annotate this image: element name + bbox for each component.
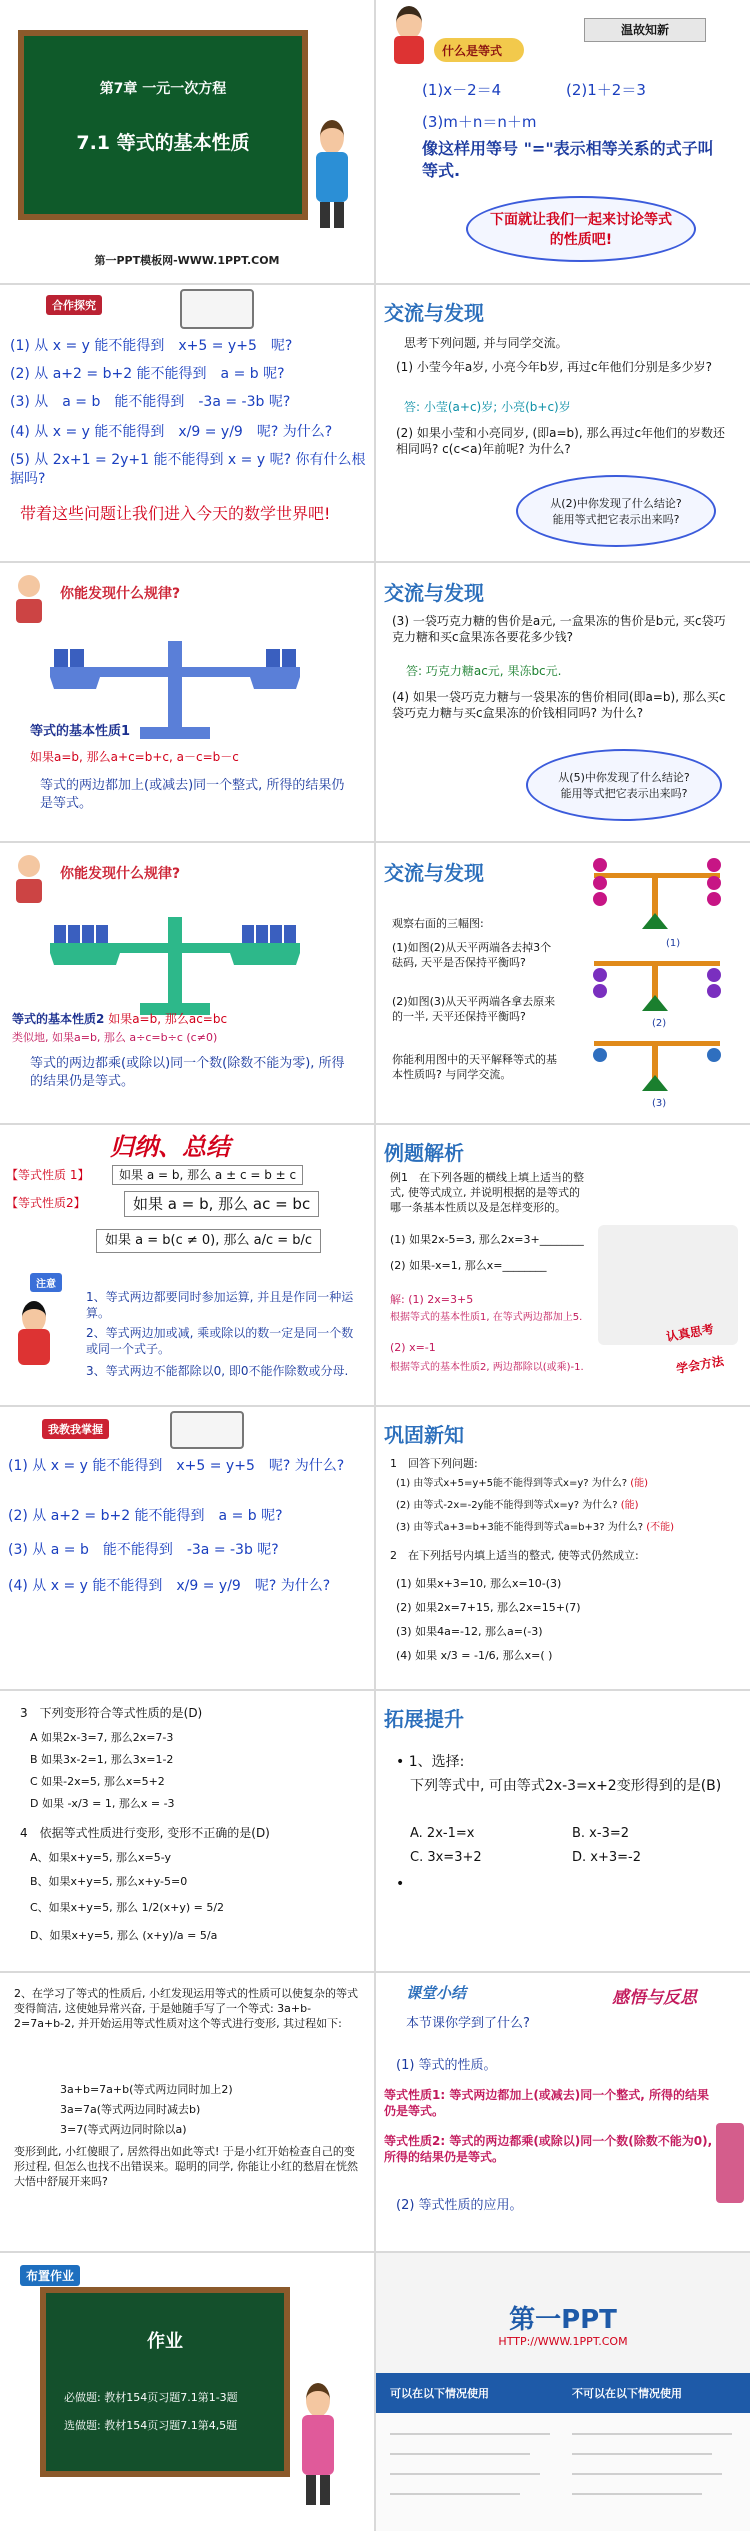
pen-icon xyxy=(716,2123,744,2203)
word-problem-tail: 变形到此, 小红傻眼了, 居然得出如此等式! 于是小红开始检查自己的变形过程, 但怎么也找不出错误来。聪明的同学, 你能让小红的愁眉在恍然大悟中舒展开来吗? xyxy=(14,2145,358,2188)
mc-q3: 3 下列变形符合等式性质的是(D) xyxy=(20,1706,203,1720)
check-q1: (1) 由等式x+5=y+5能不能得到等式x=y? 为什么? (能) xyxy=(396,1478,649,1489)
think-prompt: 思考下列问题, 并与同学交流。 xyxy=(404,336,568,350)
homework-optional: 选做题: 教材154页习题7.1第4,5题 xyxy=(64,2419,238,2432)
practice-q4: (4) 从 x = y 能不能得到 x/9 = y/9 呢? 为什么? xyxy=(8,1578,331,1594)
thinker-icon xyxy=(14,575,44,623)
practice-tag: 我教我掌握 xyxy=(42,1419,109,1439)
answer-1: 答: 小莹(a+c)岁; 小亮(b+c)岁 xyxy=(404,400,571,414)
property-1-formula: 如果a=b, 那么a+c=b+c, a－c=b－c xyxy=(30,750,239,764)
check-q2: (2) 由等式-2x=-2y能不能得到等式x=y? 为什么? (能) xyxy=(396,1500,639,1511)
chalkboard xyxy=(18,30,308,220)
equation-2: (2)1＋2＝3 xyxy=(566,81,646,99)
problem-4: (4) 如果一袋巧克力糖与一袋果冻的售价相同(即a=b), 那么买c袋巧克力糖与买c盒果冻的价钱相同吗? 为什么? xyxy=(392,690,726,721)
teacher-figure-icon xyxy=(296,2383,340,2513)
answer-3: 答: 巧克力糖ac元, 果冻bc元. xyxy=(406,664,562,678)
choice-question: 下列等式中, 可由等式2x-3=x+2变形得到的是(B) xyxy=(410,1778,722,1794)
fill-4: (4) 如果 x/3 = -1/6, 那么x=( ) xyxy=(396,1649,553,1662)
property-2-box: 如果 a = b, 那么 ac = bc xyxy=(124,1191,319,1217)
homework-required: 必做题: 教材154页习题7.1第1-3题 xyxy=(64,2391,238,2404)
cooperation-tag: 合作探究 xyxy=(46,295,102,315)
question-heading: 你能发现什么规律? xyxy=(60,866,181,882)
what-is-equation-tag: 什么是等式 xyxy=(434,38,524,62)
figure-label-1: (1) xyxy=(666,938,681,949)
solution-1: 解: (1) 2x=3+5 xyxy=(390,1293,474,1306)
bullet-empty: • xyxy=(396,1876,405,1892)
problem-3: (3) 一袋巧克力糖的售价是a元, 一盒果冻的售价是b元, 买c袋巧克力糖和买c盒果冻各要花多少钱? xyxy=(392,614,726,645)
can-use-heading: 可以在以下情况使用 xyxy=(390,2387,489,2400)
slide-3[interactable] xyxy=(0,285,374,561)
section-title: 拓展提升 xyxy=(384,1707,464,1731)
step-3: 3=7(等式两边同时除以a) xyxy=(60,2123,187,2136)
mc-q4-b: B、如果x+y=5, 那么x+y-5=0 xyxy=(30,1875,188,1888)
observe-prompt: 观察右面的三幅图: xyxy=(392,917,484,930)
students-illustration xyxy=(598,1225,738,1345)
book-icon xyxy=(180,289,254,329)
slide-8[interactable] xyxy=(376,843,750,1123)
note-3: 3、等式两边不能都除以0, 即0不能作除数或分母. xyxy=(86,1364,349,1378)
property-2-label: 等式的基本性质2 xyxy=(12,1012,105,1026)
step-2: 3a=7a(等式两边同时减去b) xyxy=(60,2103,201,2116)
property-2-formula: 如果a=b, 那么ac=bc xyxy=(108,1012,228,1026)
fill-3: (3) 如果4a=-12, 那么a=(-3) xyxy=(396,1625,543,1638)
balance-scale-2 xyxy=(40,899,310,1019)
homework-board xyxy=(40,2287,290,2477)
slide-2[interactable] xyxy=(376,0,750,283)
practice-q1: (1) 从 x = y 能不能得到 x+5 = y+5 呢? 为什么? xyxy=(8,1458,345,1474)
example-1: 例1 在下列各题的横线上填上适当的整式, 使等式成立, 并说明根据的是等式的哪一条基本性质以及是怎样变形的。 xyxy=(390,1171,584,1214)
info-header xyxy=(376,2373,750,2413)
example-q2: (2) 如果-x=1, 那么x=________ xyxy=(390,1259,547,1272)
observe-q1: (1)如图(2)从天平两端各去掉3个砝码, 天平是否保持平衡吗? xyxy=(392,941,552,969)
part-1-heading: 1 回答下列问题: xyxy=(390,1457,478,1470)
property-1-tag: 【等式性质 1】 xyxy=(6,1168,90,1182)
slide-18[interactable] xyxy=(376,2253,750,2531)
info-body xyxy=(376,2413,750,2531)
slide-16[interactable] xyxy=(376,1973,750,2251)
review-badge: 温故知新 xyxy=(584,18,706,42)
section-title: 交流与发现 xyxy=(384,861,484,885)
slide-6[interactable] xyxy=(376,563,750,841)
choice-a[interactable]: A. 2x-1=x xyxy=(410,1826,475,1841)
kid-figure-icon xyxy=(14,1301,54,1387)
sticker-think: 认真思考 xyxy=(665,1321,715,1345)
conclusion-bubble: 从(2)中你发现了什么结论? 能用等式把它表示出来吗? xyxy=(516,475,716,547)
slide-1[interactable] xyxy=(0,0,374,283)
fill-2: (2) 如果2x=7+15, 那么2x=15+(7) xyxy=(396,1601,581,1614)
slide-10[interactable] xyxy=(376,1125,750,1405)
slide-13[interactable] xyxy=(0,1691,374,1971)
choice-heading: • 1、选择: xyxy=(396,1754,465,1770)
slide-12[interactable] xyxy=(376,1407,750,1689)
observe-q2: (2)如图(3)从天平两端各拿去原来的一半, 天平还保持平衡吗? xyxy=(392,995,556,1023)
check-q3: (3) 由等式a+3=b+3能不能得到等式a=b+3? 为什么? (不能) xyxy=(396,1522,675,1533)
question-2: (2) 从 a+2 = b+2 能不能得到 a = b 呢? xyxy=(10,366,285,382)
summary-question: 本节课你学到了什么? xyxy=(406,2016,530,2031)
fill-1: (1) 如果x+3=10, 那么x=10-(3) xyxy=(396,1577,562,1590)
mc-q4: 4 依据等式性质进行变形, 变形不正确的是(D) xyxy=(20,1826,270,1840)
slide-17[interactable] xyxy=(0,2253,374,2531)
section-title: 交流与发现 xyxy=(384,301,484,325)
boy-figure-icon xyxy=(388,6,430,66)
site-credit: 第一PPT模板网-WWW.1PPT.COM xyxy=(94,254,280,267)
figure-label-3: (3) xyxy=(652,1098,667,1109)
figure-label-2: (2) xyxy=(652,1018,667,1029)
part-2-heading: 2 在下列括号内填上适当的整式, 使等式仍然成立: xyxy=(390,1549,639,1562)
slide-15[interactable] xyxy=(0,1973,374,2251)
slide-9[interactable] xyxy=(0,1125,374,1405)
board-title: 作业 xyxy=(147,2331,183,2352)
note-tag: 注意 xyxy=(30,1273,62,1292)
mc-q4-d: D、如果x+y=5, 那么 (x+y)/a = 5/a xyxy=(30,1929,218,1942)
slide-4[interactable] xyxy=(376,285,750,561)
property-2-desc: 等式的两边都乘(或除以)同一个数(除数不能为零), 所得的结果仍是等式。 xyxy=(30,1056,345,1089)
summary-rule-2: 等式性质2: 等式的两边都乘(或除以)同一个数(除数不能为0), 所得的结果仍是等式。 xyxy=(384,2134,713,2165)
sticker-method: 学会方法 xyxy=(675,1353,725,1377)
summary-title: 课堂小结 xyxy=(406,1984,467,2002)
step-1: 3a+b=7a+b(等式两边同时加上2) xyxy=(60,2083,233,2096)
example-q1: (1) 如果2x-5=3, 那么2x=3+________ xyxy=(390,1233,584,1246)
property-2-line xyxy=(12,1011,227,1027)
question-5: (5) 从 2x+1 = 2y+1 能不能得到 x = y 呢? 你有什么根据吗? xyxy=(10,452,366,487)
choice-c[interactable]: C. 3x=3+2 xyxy=(410,1850,482,1865)
brand-url[interactable]: HTTP://WWW.1PPT.COM xyxy=(498,2335,628,2348)
slide-7[interactable] xyxy=(0,843,374,1123)
question-1: (1) 从 x = y 能不能得到 x+5 = y+5 呢? xyxy=(10,338,293,354)
practice-q3: (3) 从 a = b 能不能得到 -3a = -3b 呢? xyxy=(8,1542,279,1558)
property-1-desc: 等式的两边都加上(或减去)同一个整式, 所得的结果仍是等式。 xyxy=(40,778,345,811)
mc-q3-b: B 如果3x-2=1, 那么3x=1-2 xyxy=(30,1753,174,1766)
mc-q4-c: C、如果x+y=5, 那么 1/2(x+y) = 5/2 xyxy=(30,1901,225,1914)
note-1: 1、等式两边都要同时参加运算, 并且是作同一种运算。 xyxy=(86,1290,354,1321)
conclusion-bubble: 从(5)中你发现了什么结论? 能用等式把它表示出来吗? xyxy=(526,749,722,821)
three-balance-figures xyxy=(572,853,742,1113)
mc-q3-a: A 如果2x-3=7, 那么2x=7-3 xyxy=(30,1731,174,1744)
equation-definition: 像这样用等号 "="表示相等关系的式子叫等式. xyxy=(422,139,714,180)
brand-logo: 第一PPT xyxy=(509,2305,617,2335)
lesson-title: 7.1 等式的基本性质 xyxy=(76,132,250,154)
reflection-brush-title: 感悟与反思 xyxy=(612,1988,697,2008)
teacher-figure-icon xyxy=(308,120,356,230)
cannot-use-heading: 不可以在以下情况使用 xyxy=(572,2387,682,2400)
property-1-box: 如果 a = b, 那么 a ± c = b ± c xyxy=(112,1165,303,1185)
thinker-icon xyxy=(14,855,44,903)
question-heading: 你能发现什么规律? xyxy=(60,586,181,602)
section-title: 例题解析 xyxy=(384,1141,464,1165)
property-2-similar: 类似地, 如果a=b, 那么 a÷c=b÷c (c≠0) xyxy=(12,1031,218,1044)
solution-2: (2) x=-1 xyxy=(390,1341,436,1354)
question-3: (3) 从 a = b 能不能得到 -3a = -3b 呢? xyxy=(10,394,291,410)
reason-2: 根据等式的基本性质2, 两边都除以(或乘)-1. xyxy=(390,1362,584,1373)
lets-explore-bubble: 下面就让我们一起来讨论等式的性质吧! xyxy=(466,196,696,262)
note-2: 2、等式两边加或减, 乘或除以的数一定是同一个数或同一个式子。 xyxy=(86,1326,354,1357)
section-title: 巩固新知 xyxy=(384,1423,464,1447)
choice-d[interactable]: D. x+3=-2 xyxy=(572,1850,641,1865)
slide-11[interactable] xyxy=(0,1407,374,1689)
word-problem: 2、在学习了等式的性质后, 小红发现运用等式的性质可以使复杂的等式变得简洁, 这使她异常兴奋, 于是她随手写了一个等式: 3a+b-2=7a+b-2, 并开始运用等式性质对这个等式进行变形, 其过程如下: xyxy=(14,1987,358,2030)
practice-q2: (2) 从 a+2 = b+2 能不能得到 a = b 呢? xyxy=(8,1508,283,1524)
mc-q3-d: D 如果 -x/3 = 1, 那么x = -3 xyxy=(30,1797,175,1810)
property-2-tag: 【等式性质2】 xyxy=(6,1196,86,1210)
slide-14[interactable] xyxy=(376,1691,750,1971)
intro-call: 带着这些问题让我们进入今天的数学世界吧! xyxy=(20,504,331,523)
homework-tag: 布置作业 xyxy=(20,2265,80,2286)
property-1-label: 等式的基本性质1 xyxy=(30,724,131,739)
slide-5[interactable] xyxy=(0,563,374,841)
property-2b-box: 如果 a = b(c ≠ 0), 那么 a/c = b/c xyxy=(96,1229,321,1253)
mc-q4-a: A、如果x+y=5, 那么x=5-y xyxy=(30,1851,171,1864)
logo-area xyxy=(376,2253,750,2373)
problem-1: (1) 小莹今年a岁, 小亮今年b岁, 再过c年他们分别是多少岁? xyxy=(396,360,713,374)
equation-1: (1)x－2＝4 xyxy=(422,81,502,99)
section-title: 交流与发现 xyxy=(384,581,484,605)
mc-q3-c: C 如果-2x=5, 那么x=5+2 xyxy=(30,1775,165,1788)
problem-2: (2) 如果小莹和小亮同岁, (即a=b), 那么再过c年他们的岁数还相同吗? c(c<a)年前呢? 为什么? xyxy=(396,426,726,457)
summary-rule-1: 等式性质1: 等式两边都加上(或减去)同一个整式, 所得的结果仍是等式。 xyxy=(384,2088,710,2119)
equation-3: (3)m＋n＝n＋m xyxy=(422,113,537,131)
choice-b[interactable]: B. x-3=2 xyxy=(572,1826,630,1841)
summary-title: 归纳、总结 xyxy=(110,1133,230,1161)
summary-item-1: (1) 等式的性质。 xyxy=(396,2058,497,2073)
chapter-title: 第7章 一元一次方程 xyxy=(99,81,227,97)
observe-q3: 你能利用图中的天平解释等式的基本性质吗? 与同学交流。 xyxy=(392,1053,557,1081)
book-icon xyxy=(170,1411,244,1449)
question-4: (4) 从 x = y 能不能得到 x/9 = y/9 呢? 为什么? xyxy=(10,424,333,440)
summary-item-2: (2) 等式性质的应用。 xyxy=(396,2198,523,2213)
reason-1: 根据等式的基本性质1, 在等式两边都加上5. xyxy=(390,1312,583,1323)
